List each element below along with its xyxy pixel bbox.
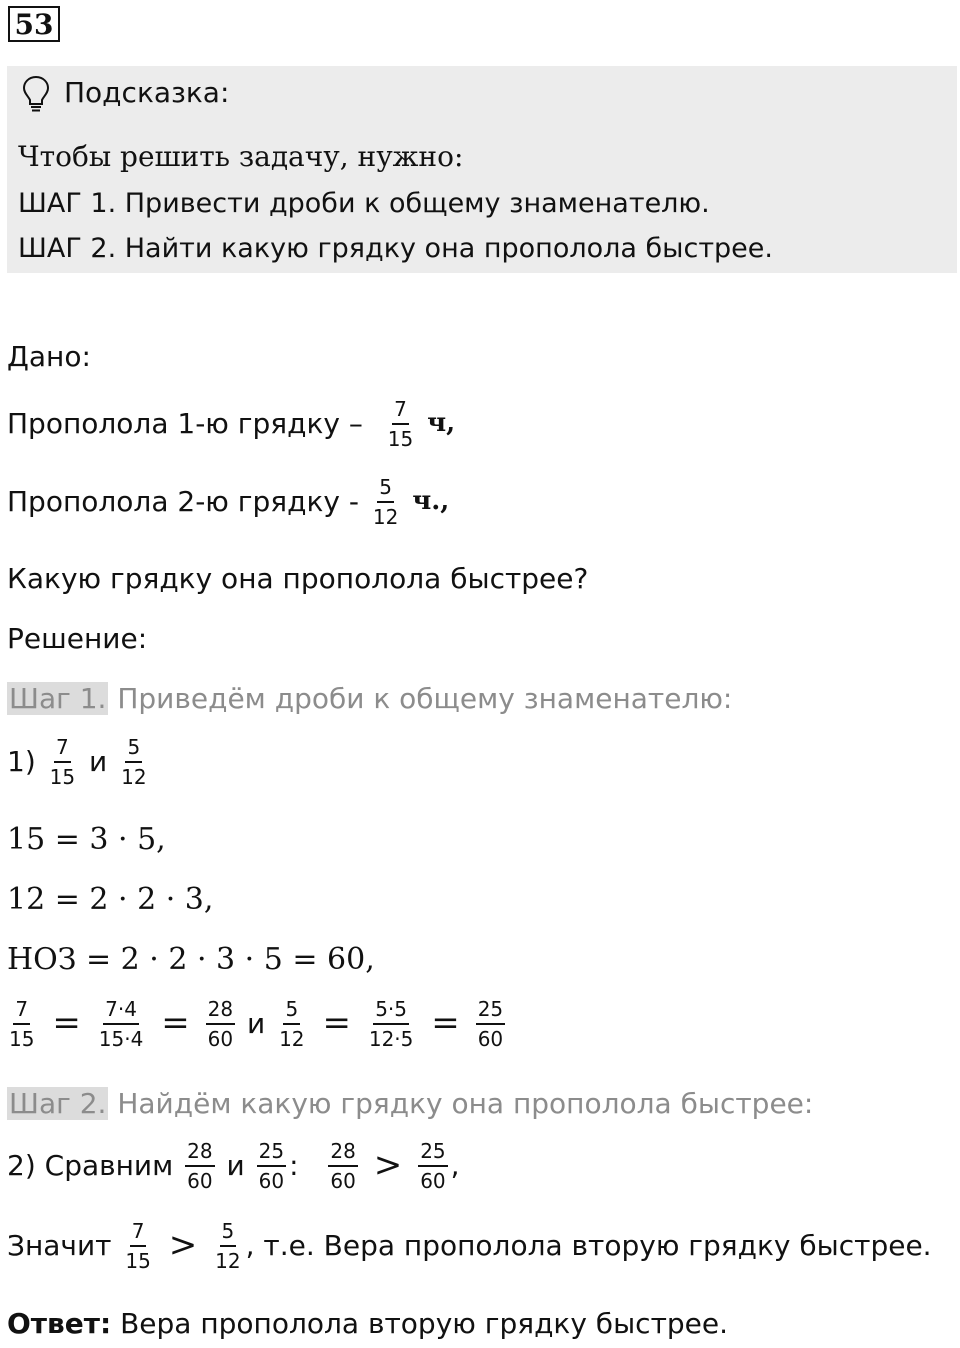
step-2-label: Шаг 2. — [9, 1087, 107, 1120]
equation-12: 12 = 2 · 2 · 3, — [7, 882, 214, 917]
hint-step-2-text: Найти какую грядку она прополола быстрее. — [124, 233, 773, 264]
fraction: $\frac{25}{60}$ — [258, 1139, 285, 1193]
solution-heading: Решение: — [7, 622, 148, 655]
unit-hours: ч., — [412, 486, 450, 516]
given-line-1 — [7, 397, 456, 452]
hint-intro: Чтобы решить задачу, нужно: — [18, 140, 464, 173]
hint-step-2 — [18, 233, 773, 264]
fraction: $\frac{7}{15}$ — [387, 397, 414, 451]
lightbulb-icon — [20, 74, 52, 114]
fraction: $\frac{7\cdot 4}{15\cdot 4}$ — [98, 997, 144, 1051]
hint-step-1-text: Привести дроби к общему знаменателю. — [124, 188, 710, 219]
task-number: 53 — [8, 6, 60, 42]
given-line-2-text: Прополола 2-ю грядку - — [7, 484, 359, 518]
step-2-text: Найдём какую грядку она прополола быстрее: — [117, 1087, 814, 1120]
fraction: $\frac{25}{60}$ — [477, 997, 504, 1051]
answer-text: Вера прополола вторую грядку быстрее. — [120, 1307, 729, 1340]
equation-lcd: НОЗ = 2 · 2 · 3 · 5 = 60, — [7, 942, 375, 977]
fraction: $\frac{5}{12}$ — [372, 475, 399, 529]
step-1-label: Шаг 1. — [9, 682, 107, 715]
fraction: $\frac{5}{12}$ — [279, 997, 305, 1051]
hint-step-1 — [18, 188, 710, 219]
solution-step-2 — [7, 1087, 813, 1120]
fraction: $\frac{28}{60}$ — [187, 1139, 213, 1193]
fraction: $\frac{7}{15}$ — [125, 1219, 151, 1273]
fraction-conversion: $\frac{7}{15}$ = $\frac{7\cdot 4}{15\cdot 4}$ = $\frac{28}{60}$ и $\frac{5}{12}$ = $\frac{5\cdot 5}{12\cdot 5}$ = $\frac{25}{60}$ — [9, 997, 504, 1051]
equation-15: 15 = 3 · 5, — [7, 822, 166, 857]
answer — [7, 1307, 728, 1340]
step-1-text: Приведём дроби к общему знаменателю: — [117, 682, 733, 715]
fraction: $\frac{28}{60}$ — [207, 997, 234, 1051]
given-line-1-text: Прополола 1-ю грядку – — [7, 406, 363, 440]
hint-step-1-label: ШАГ 1. — [18, 188, 117, 219]
fraction: $\frac{28}{60}$ — [330, 1139, 356, 1193]
hint-title: Подсказка: — [64, 76, 230, 109]
answer-label: Ответ: — [7, 1307, 112, 1340]
fraction: $\frac{25}{60}$ — [420, 1139, 446, 1193]
given-question: Какую грядку она прополола быстрее? — [7, 562, 589, 595]
fraction: $\frac{5\cdot 5}{12\cdot 5}$ — [368, 997, 414, 1051]
fraction: $\frac{5}{12}$ — [215, 1219, 241, 1273]
item-1-fractions: 1) $\frac{7}{15}$ и $\frac{5}{12}$ — [7, 735, 147, 789]
solution-step-1 — [7, 682, 732, 715]
hint-step-2-label: ШАГ 2. — [18, 233, 117, 264]
given-line-2 — [7, 475, 450, 530]
fraction: $\frac{7}{15}$ — [49, 735, 76, 789]
unit-hours: ч, — [427, 408, 456, 438]
fraction: $\frac{5}{12}$ — [121, 735, 147, 789]
given-heading: Дано: — [7, 340, 91, 373]
item-2-comparison: 2) Сравним $\frac{28}{60}$ и $\frac{25}{60}$ : $\frac{28}{60}$ > $\frac{25}{60}$ , — [7, 1139, 460, 1193]
conclusion: Значит $\frac{7}{15}$ > $\frac{5}{12}$ , т.е. Вера прополола вторую грядку быстрее. — [7, 1219, 932, 1273]
fraction: $\frac{7}{15}$ — [9, 997, 35, 1051]
